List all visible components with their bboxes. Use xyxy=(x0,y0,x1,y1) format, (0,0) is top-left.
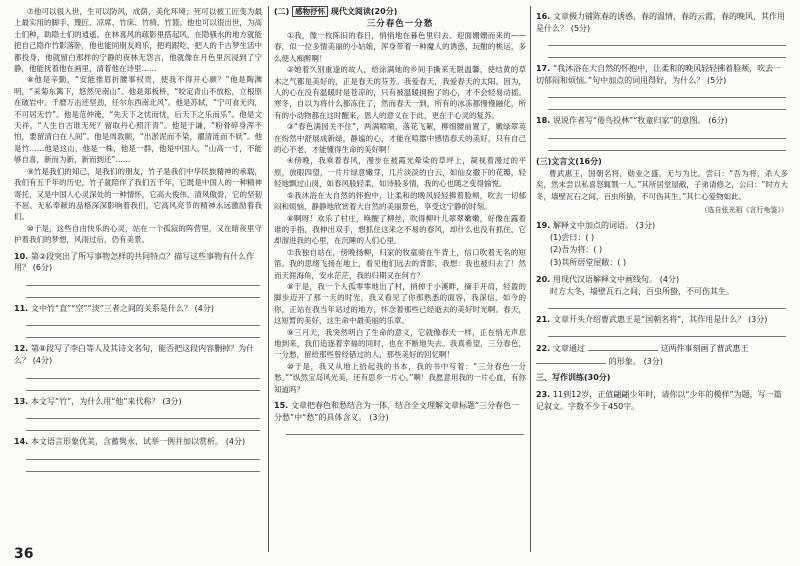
paragraph: ④傍晚，我乘着春风，漫步在被霞光晕染的草坪上，凝视着漫过的平原，放眼四望，一片片绿意嫩芽，几片淡淡的白云，如仙女撒下的花瓣，轻轻地飘过山岗，如春风般轻柔，如诗般多情，我的心也随之变得愉悦。 xyxy=(274,156,526,189)
question-15: 15. 文章把春色和愁结合为一体，结合全文理解文章标题“三分春色一分愁”中“愁”的具体含义。 (3分) xyxy=(274,401,520,422)
q19-item[interactable]: (2)吾为将：( ) xyxy=(550,245,603,255)
page-number: 36 xyxy=(14,546,34,562)
paragraph: ⑧于是，我一个人孤零零地出了村，捎掉于小溪畔，摘手开肩，轻盈的脚步迈开了那一天的时光，我又看见了你那熟悉的面容，我深信，如今的你，正站在我当年站过的地方，怀念着那些已经逝去的美好时光啊。春天，这短暂的美好，这生命中最美丽的乐章。 xyxy=(274,281,526,326)
classical-source: （选自张光祖《言行龟鉴》） xyxy=(700,206,788,215)
answer-line[interactable] xyxy=(548,98,786,110)
section-tag: 感物抒怀 xyxy=(292,6,328,17)
section-prefix: (二) xyxy=(274,7,290,16)
column-divider xyxy=(268,6,269,552)
paragraph: ⑩于是，我又从地上拾起我的书本，我的书中写着：“三分春色一分愁。”“纵然宝岛风光美，还有思乡一片心。”啊！我愿意用我的一片心血，有你知道吗？ xyxy=(274,361,526,394)
answer-line[interactable] xyxy=(548,326,786,337)
q19-item[interactable]: (1)尝曰：( ) xyxy=(550,232,595,242)
paragraph: ②她着久别重逢的故人，给涂满她的乡间手撕来无限温馨，使结黄的草木之气都是美好的，正是春天的芬芳。我爱春天，我爱春天的太阳。因为，人的心在没有温暖时是苍凉的，只有被温暖拥抱了的心，才不会轻易动摇。寒冬，自以为将什么都冻住了，然而春天一到，所有的冰冻都慢慢融化，所有的小动物都在这时醒来，恩人的意义在于此，更在于心灵的复苏。 xyxy=(274,65,526,120)
section-label: 现代文阅读(20分) xyxy=(330,7,398,16)
paragraph: ①我，像一枚陈旧的春日，悄悄地在暮色里归去。迎面姗姗而来的——春，似一位多情美丽的小姑娘，浑身带着一种魔人的诱惑，玩酣的桃运，多么使人痴醉啊！ xyxy=(274,31,526,63)
answer-line[interactable] xyxy=(26,367,260,379)
classical-header: (三)文言文(16分) xyxy=(536,156,602,166)
question-14: 14. 本文语言形象优美，含蓄隽永，试举一例并加以赏析。 (4分) xyxy=(14,437,246,447)
paragraph: ⑨竹是我们的知己，是我们的朋友，竹子是我们中华民族精神的承载，我们有五千年的历史，竹子就陪伴了我们五千年，它既是中国人的一种精神寄托，又是中国人心灵深处的一种情怀，它高大俊伟、清风傲骨，它的坚韧不屈、无私奉献的品格深深影响着我们，它高风亮节的精神永远激励着我们。 xyxy=(14,166,262,222)
answer-line[interactable] xyxy=(26,419,260,431)
question-13: 13. 本文写“竹”，为什么用“他”来代称？ (3分) xyxy=(14,396,182,406)
answer-line[interactable] xyxy=(26,286,260,298)
paragraph: ⑧他是辛勤，“安能推眉折腰事权贵，使我不得开心颜？”他是陶渊明，“采菊东篱下，悠然见南山”。他是郑板桥，“咬定青山不放松，立根原在破岩中。千磨万击还坚劲，任尔东西南北风”。他是苏轼，“宁可食无肉，不可居无竹”。他是范仲淹，“先天下之忧而忧，后天下之乐而乐”。他是文天祥，“人生自古谁无死？留取丹心照汗青”。他是于谦，“粉骨碎身浑不怕，要留清白在人间”。他是周敦颐，“出淤泥而不染，濯清涟而不妖”。他是竹……他是这山，他是一株，他是一群，他是中国人，“山高一寸，不能够自喜，新而为新，新而到还”…… xyxy=(14,75,262,165)
writing-header: 三、写作训练(30分) xyxy=(536,373,611,383)
answer-line[interactable] xyxy=(26,274,260,286)
question-17: 17. “我沐浴在大自然的怀抱中，让柔和的晚风轻轻拂着脸颊，吹去一切郁闷和烦恼。”句中加点的词用得好，为什么？ (5分) xyxy=(536,64,782,85)
answer-line[interactable] xyxy=(26,448,260,460)
question-list xyxy=(14,251,262,472)
classical-text: 曹武惠王，国朝名将，勋业之盛，无与为比。尝曰：“吾为将，杀人多矣，然未尝以私喜怒辄戮一人。”其所居堂屋敝，子弟请修之，公曰：“时方大冬，墙壁瓦石之间，百虫所蛰，不可伤其生。”其仁心爱物如此。 xyxy=(536,168,788,201)
question-11: 11. 文中竹“直”“空”“淡”三者之间的关系是什么？ (4分) xyxy=(14,303,214,313)
passage-spring xyxy=(274,30,526,395)
answer-line[interactable] xyxy=(548,86,786,98)
question-18: 18. 说说作者写“倦鸟投林”“牧童归家”的意图。 (6分) xyxy=(536,116,728,126)
column-right xyxy=(536,6,788,556)
question-22: 22. 文章通过 这两件事刻画了曹武惠王 的形象。 (3分) xyxy=(536,343,749,366)
column-left xyxy=(14,6,262,556)
answer-line[interactable] xyxy=(26,314,260,326)
passage-bamboo xyxy=(14,6,262,246)
question-list xyxy=(536,11,788,151)
question-12: 12. 第⑧段写了李白等人及其诗文名句，能否把这段内容删掉？为什么？ (4分) xyxy=(14,344,255,365)
column-divider xyxy=(530,6,531,552)
answer-line[interactable] xyxy=(26,379,260,391)
q20-sentence: 时方大冬，墙壁瓦石之间，百虫所蛰，不可伤其生。 xyxy=(550,286,734,296)
answer-line[interactable] xyxy=(548,46,786,58)
paragraph: ⑨三月天，我突然明白了生命的意义，它就像春天一样，正在悄无声息地到来，我们追逐着幸福的同时，也在不断地失去。我真希望，三分春色，一分愁，留给那些曾经错过的人，那些美好的回忆啊！ xyxy=(274,327,526,360)
paragraph: ⑥啊呀！欢乐了村庄，唤醒了柳丝，吹得柳叶儿翠翠嫩嫩，好像在露着谁的手指，我伸出双手，想抓住这来之不易的春风，却什么也没有抓住，它却溜进我的心里，在沉睡的人们心里。 xyxy=(274,213,526,246)
paragraph: ⑦我独自站在，傍晚扬柳，归家的牧童骑在牛背上，信口吹着无名的短笛。我的思绪飞扬在地上，看见他们远去的背影，我想：我也被归去了！然而天涯海角，安水茫茫，我的归期又在何方？ xyxy=(274,247,526,280)
answer-line[interactable] xyxy=(26,407,260,419)
blank-field[interactable] xyxy=(588,342,658,351)
answer-line[interactable] xyxy=(26,460,260,472)
question-16: 16. 文章极力铺陈春的诱惑，春的温情，春的云霞，春的晚风，其作用是什么？ (5分) xyxy=(536,12,785,33)
answer-line[interactable] xyxy=(548,139,786,151)
paragraph: ⑤我沐浴在大自然的怀抱中，让柔和的晚风轻轻拂着脸颊，吹去一切郁闷和烦恼，静静地欣赏着大自然的美丽景色，享受这宁静的时刻。 xyxy=(274,190,526,212)
paragraph: ⑦他可以很入世，生可以防风，成荫，美化环境；死可以被工匠变为最上最实用的脚手、篾匠、凉席、竹床、竹椅、竹篮。他也可以很出世，为高士们种，助隐士们的逍遥。在林喜风的疏影里搭起风，在隐骚水的地方就能把自己隐作竹影落卧，他也能同朋友鸡乐，把鸡跟吃，把人的千古梦生活中都投身，他就留白那样的宁静的夜林无怨言，他就像在月色里沉浸到了宁静，他能抚着他在画里，清着他在诗里…… xyxy=(14,7,262,74)
paragraph: ③“春色满园关不住”，两满喷喷，落花飞絮，柳细腰前置了，嫩绿翠英在纷然中舒展成新绿，静谧的心，才能在喧嚣中感悟春天的美好，只有自己的心不老，才能懂得生命的美好啊！ xyxy=(274,122,526,155)
answer-line[interactable] xyxy=(26,326,260,338)
answer-line[interactable] xyxy=(286,423,524,435)
question-19: 19. 解释文中加点的词语。 (3分) xyxy=(536,221,656,231)
section-header xyxy=(274,6,526,18)
question-10: 10. 第②段突出了所写事物怎样的共同特点？描写这些事物有什么作用？ (6分) xyxy=(14,251,255,273)
answer-line[interactable] xyxy=(548,34,786,46)
question-20: 20. 用现代汉语解释文中画线句。 (4分) xyxy=(536,275,680,285)
answer-line[interactable] xyxy=(548,298,786,309)
passage-title: 三分春色一分愁 xyxy=(366,19,434,29)
blank-field[interactable] xyxy=(536,355,606,364)
paragraph: ⑩于是，这些自由快乐的心灵，站在一个孤寂的阵营里，又在暗夜里守护着我们的梦想，风雨过后，仍有美景。 xyxy=(14,223,262,245)
q19-item[interactable]: (3)其所居堂屋敝：( ) xyxy=(550,257,627,267)
question-23: 23. 11到12岁，正值翩翩少年时，请你以“少年的模样”为题，写一篇记叙文。字数不少于450字。 xyxy=(536,390,782,411)
answer-line[interactable] xyxy=(548,127,786,139)
column-middle xyxy=(274,6,526,556)
question-21: 21. 文章开头介绍曹武惠王是“国朝名将”，其作用是什么？ (3分) xyxy=(536,315,768,325)
